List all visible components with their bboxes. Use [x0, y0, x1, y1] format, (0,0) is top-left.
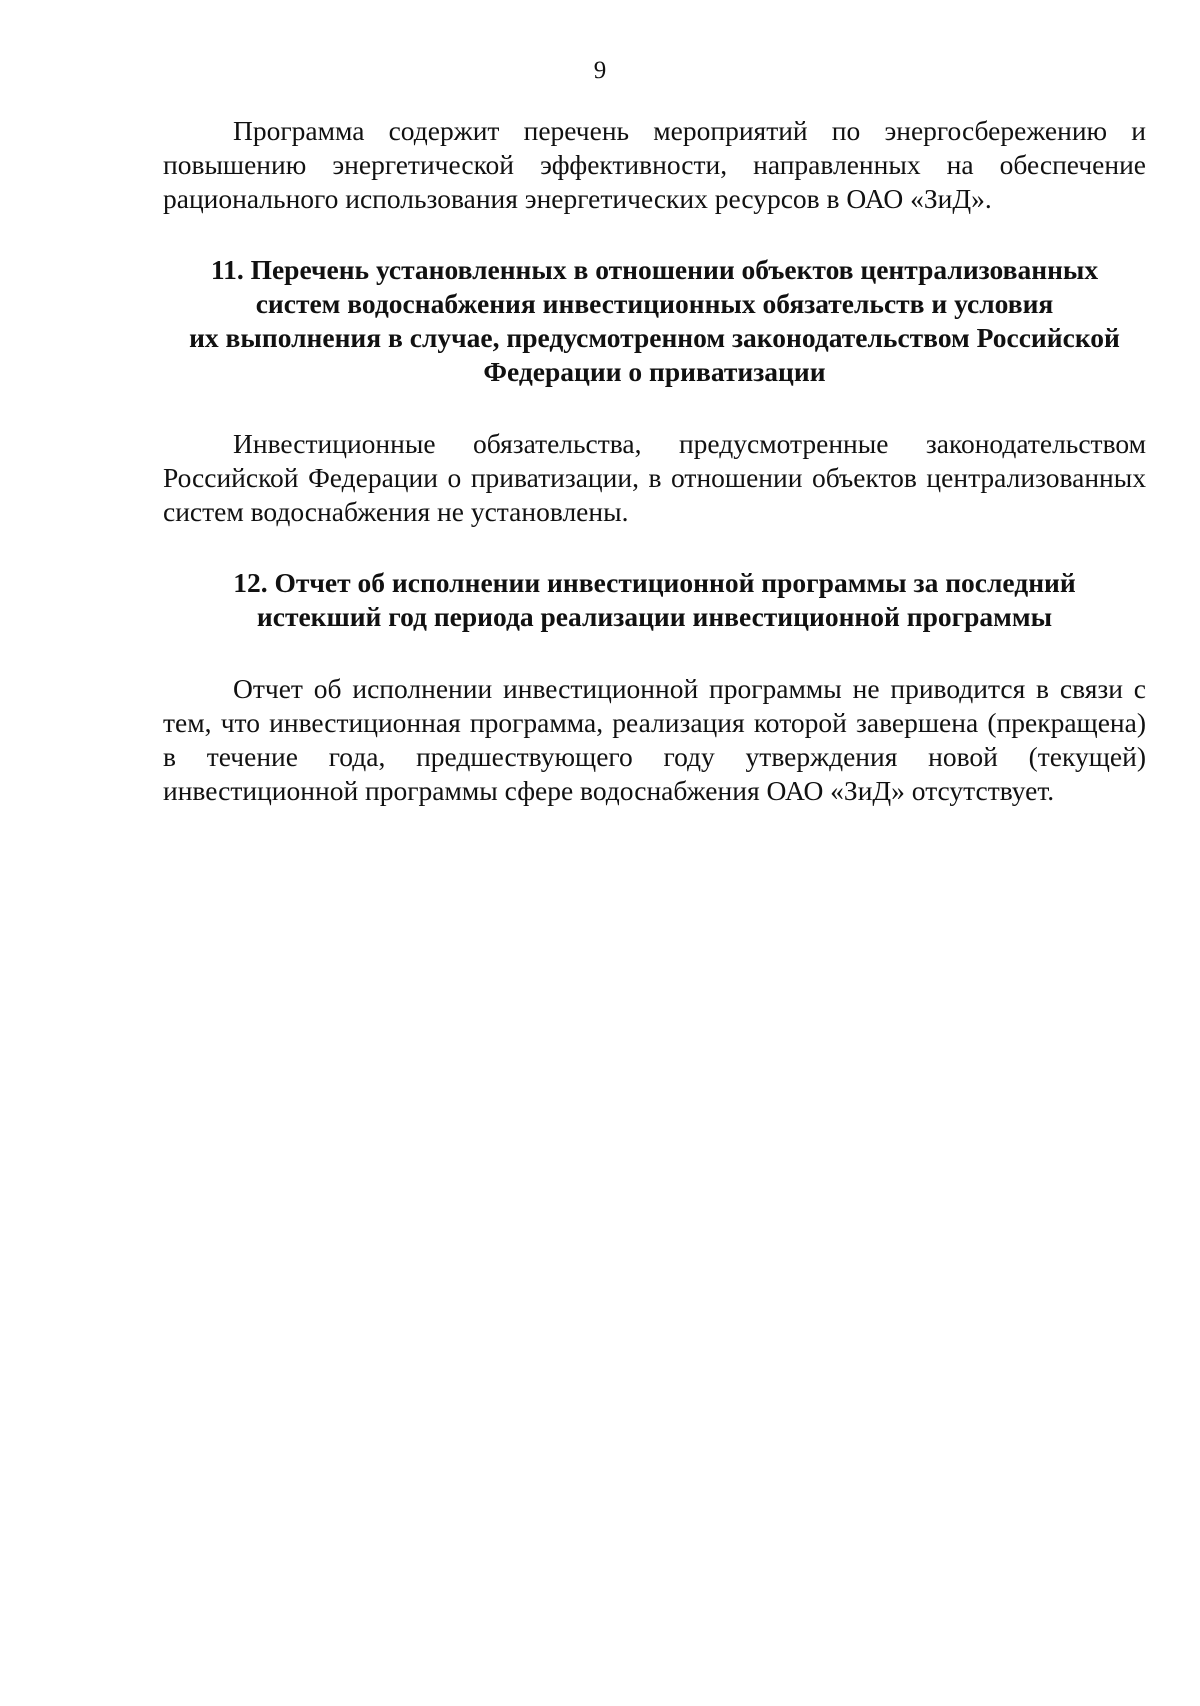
- spacer: [163, 529, 1146, 566]
- spacer: [163, 216, 1146, 253]
- section-12-heading-line: истекший год периода реализации инвестиционной программы: [256, 601, 1053, 632]
- page-number: 9: [593, 57, 607, 84]
- section-11-heading-line: Федерации о приватизации: [483, 356, 826, 387]
- section-11-paragraph: Инвестиционные обязательства, предусмотренные законодательством Российской Федерации о приватизации, в отношении объектов централизованных систем водоснабжения не установлены.: [163, 428, 1146, 527]
- section-11-heading: [163, 253, 1146, 389]
- spacer: [163, 389, 1146, 427]
- section-11-heading-line: их выполнения в случае, предусмотренном законодательством Российской: [189, 322, 1120, 353]
- intro-paragraph: Программа содержит перечень мероприятий по энергосбережению и повышению энергетической эффективности, направленных на обеспечение рационального использования энергетических ресурсов в ОАО «ЗиД».: [163, 115, 1146, 214]
- section-11-heading-line: систем водоснабжения инвестиционных обязательств и условия: [255, 288, 1054, 319]
- spacer: [163, 634, 1146, 672]
- section-12-heading-line: 12. Отчет об исполнении инвестиционной программы за последний: [233, 567, 1076, 598]
- section-11-heading-line: 11. Перечень установленных в отношении объектов централизованных: [210, 254, 1099, 285]
- section-12-heading: [163, 566, 1146, 634]
- section-12-paragraph: Отчет об исполнении инвестиционной программы не приводится в связи с тем, что инвестиционная программа, реализация которой завершена (прекращена) в течение года, предшествующего году утверждения новой (текущей) инвестиционной программы сфере водоснабжения ОАО «ЗиД» отсутствует.: [163, 673, 1146, 806]
- page-content: [163, 114, 1146, 808]
